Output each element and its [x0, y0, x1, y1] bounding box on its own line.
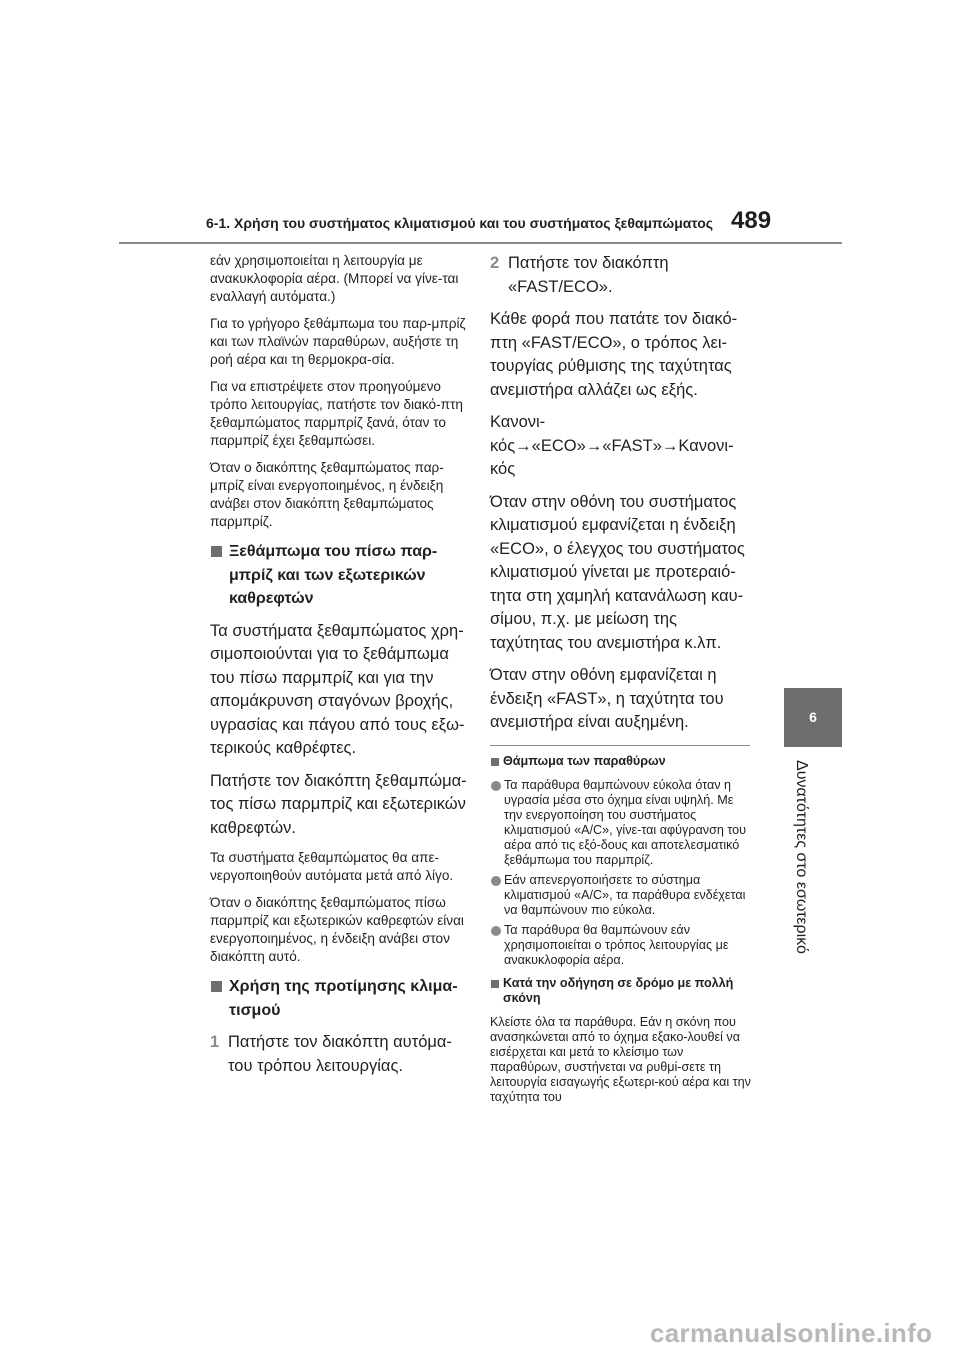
left-column — [210, 252, 472, 1087]
round-bullet-icon — [491, 876, 501, 886]
square-bullet-icon — [211, 546, 222, 557]
heading-text: Χρήση της προτίμησης κλιμα-τισμού — [229, 978, 458, 1019]
section-title: 6-1. Χρήση του συστήματος κλιματισμού και του συστήματος ξεθαμπώματος — [206, 215, 714, 231]
paragraph: Τα συστήματα ξεθαμπώματος θα απε-νεργοποιηθούν αυτόματα μετά από λίγο. — [210, 850, 454, 883]
section-heading-rear-defogger — [210, 540, 472, 611]
paragraph: Για να επιστρέψετε στον προηγούμενο τρόπο λειτουργίας, πατήστε τον διακό-πτη ξεθαμπώματος παρμπρίζ ξανά, όταν το παρμπρίζ έχει ξεθαμπώσει. — [210, 379, 463, 448]
page-header — [0, 0, 960, 250]
right-column — [490, 252, 752, 1111]
paragraph: Για το γρήγορο ξεθάμπωμα του παρ-μπρίζ και των πλαϊνών παραθύρων, αυξήστε τη ροή αέρα και τη θερμοκρα-σία. — [210, 316, 466, 367]
note-divider — [490, 745, 750, 746]
page-number: 489 — [731, 207, 772, 234]
chapter-tab — [784, 688, 842, 747]
paragraph: Κλείστε όλα τα παράθυρα. Εάν η σκόνη που ανασηκώνεται από το όχημα εξακο-λουθεί να εισέρχεται και μετά το κλείσιμο των παραθύρων, συστήνεται να ρυθμί-σετε τη λειτουργία εισαγωγής εξωτερι-κού αέρα και την ταχύτητα του — [490, 1014, 751, 1104]
paragraph: εάν χρησιμοποιείται η λειτουργία με ανακυκλοφορία αέρα. (Μπορεί να γίνε-ται εναλλαγή αυτόματα.) — [210, 253, 459, 304]
square-bullet-icon — [211, 981, 222, 992]
paragraph: Όταν στην οθόνη εμφανίζεται η ένδειξη «FAST», η ταχύτητα του ανεμιστήρα είναι αυξημένη. — [490, 666, 724, 731]
round-bullet-icon — [491, 781, 501, 791]
step-1 — [210, 1031, 472, 1078]
heading-text: Κατά την οδήγηση σε δρόμο με πολλή σκόνη — [503, 975, 734, 1005]
paragraph: Τα συστήματα ξεθαμπώματος χρη-σιμοποιούνται για το ξεθάμπωμα του πίσω παρμπρίζ και για την απομάκρυνση σταγόνων βροχής, υγρασίας και πάγου από τους εξω-τερικούς καθρέφτες. — [210, 621, 465, 757]
chapter-label: Δυνατότητες στο εσωτερικό — [793, 760, 810, 954]
step-number: 1 — [210, 1033, 220, 1051]
note-heading-window-fogging — [490, 754, 752, 769]
chapter-number: 6 — [809, 709, 817, 725]
bullet-item — [490, 873, 752, 918]
round-bullet-icon — [491, 926, 501, 936]
bullet-text: Εάν απενεργοποιήσετε το σύστημα κλιματισμού «A/C», τα παράθυρα ενδέχεται να θαμπώνουν πιο εύκολα. — [504, 872, 746, 917]
watermark: carmanualsonline.info — [650, 1318, 933, 1348]
bullet-item — [490, 778, 752, 868]
paragraph: Όταν ο διακόπτης ξεθαμπώματος παρ-μπρίζ είναι ενεργοποιημένος, η ένδειξη ανάβει στον διακόπτη ξεθαμπώματος παρμπρίζ. — [210, 460, 444, 529]
header-divider — [119, 242, 842, 244]
bullet-text: Τα παράθυρα θα θαμπώνουν εάν χρησιμοποιείται ο τρόπος λειτουργίας με ανακυκλοφορία αέρα. — [504, 922, 729, 967]
bullet-item — [490, 923, 752, 968]
paragraph: Όταν ο διακόπτης ξεθαμπώματος πίσω παρμπρίζ και εξωτερικών καθρεφτών είναι ενεργοποιημένος, η ένδειξη ανάβει στον διακόπτη αυτό. — [210, 895, 464, 964]
paragraph: Πατήστε τον διακόπτη ξεθαμπώμα-τος πίσω παρμπρίζ και εξωτερικών καθρεφτών. — [210, 771, 467, 837]
note-heading-dusty-road — [490, 976, 752, 1006]
step-2 — [490, 252, 752, 299]
square-bullet-icon — [491, 980, 499, 988]
step-text: Πατήστε τον διακόπτη «FAST/ECO». — [508, 254, 669, 296]
step-number: 2 — [490, 254, 500, 272]
paragraph: Όταν στην οθόνη του συστήματος κλιματισμού εμφανίζεται η ένδειξη «ECO», ο έλεγχος του συστήματος κλιματισμού γίνεται με προτεραιό-τητα στη χαμηλή κατανάλωση καυ-σίμου, π.χ. με μείωση της ταχύτητας του ανεμιστήρα κ.λπ. — [490, 492, 745, 652]
bullet-text: Τα παράθυρα θαμπώνουν εύκολα όταν η υγρασία μέσα στο όχημα είναι υψηλή. Με την ενεργοποίηση του συστήματος κλιματισμού «A/C», γίνε-ται αφύγρανση του αέρα από τις εξό-δους και αποτελεσματικό ξεθάμπωμα του παρμπρίζ. — [504, 777, 747, 867]
heading-text: Ξεθάμπωμα του πίσω παρ-μπρίζ και των εξωτερικών καθρεφτών — [229, 543, 438, 607]
section-heading-climate-preference — [210, 975, 472, 1022]
paragraph: Κάθε φορά που πατάτε τον διακό-πτη «FAST/ECO», ο τρόπος λει-τουργίας ρύθμισης της ταχύτητας ανεμιστήρα αλλάζει ως εξής. — [490, 310, 738, 399]
step-text: Πατήστε τον διακόπτη αυτόμα-του τρόπου λειτουργίας. — [228, 1033, 452, 1075]
paragraph: Κανονι-κός→«ECO»→«FAST»→Κανονι-κός — [490, 413, 734, 478]
heading-text: Θάμπωμα των παραθύρων — [503, 753, 666, 768]
square-bullet-icon — [491, 758, 499, 766]
chapter-label-vertical — [786, 760, 816, 954]
